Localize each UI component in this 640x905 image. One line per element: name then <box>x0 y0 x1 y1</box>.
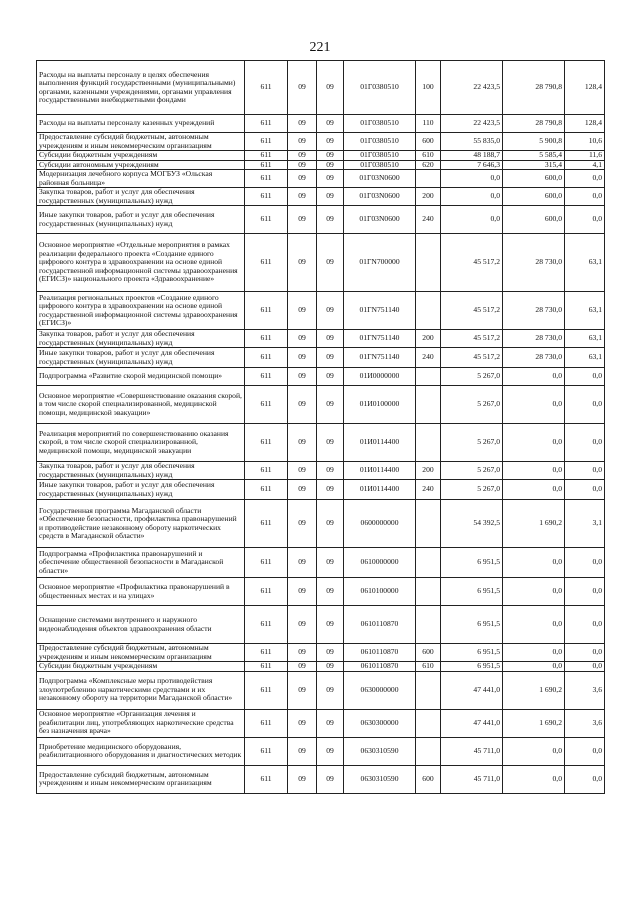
cell-grbs: 611 <box>245 606 288 644</box>
cell-plan: 22 423,5 <box>441 115 503 133</box>
cell-target-article: 01ГN751140 <box>344 348 416 368</box>
cell-plan: 5 267,0 <box>441 386 503 424</box>
cell-name: Закупка товаров, работ и услуг для обеспечения государственных (муниципальных) нужд <box>37 188 245 206</box>
cell-percent: 0,0 <box>565 368 605 386</box>
cell-section: 09 <box>288 548 317 578</box>
cell-expense-type: 110 <box>416 115 441 133</box>
cell-target-article: 01И0114400 <box>344 462 416 480</box>
cell-percent: 10,6 <box>565 133 605 151</box>
table-row <box>37 709 605 737</box>
cell-subsection: 09 <box>317 170 344 188</box>
cell-plan: 47 441,0 <box>441 709 503 737</box>
cell-expense-type: 100 <box>416 61 441 115</box>
cell-subsection: 09 <box>317 480 344 500</box>
cell-percent: 0,0 <box>565 578 605 606</box>
cell-executed: 28 730,0 <box>503 330 565 348</box>
cell-executed: 600,0 <box>503 188 565 206</box>
cell-plan: 45 517,2 <box>441 348 503 368</box>
page-number: 221 <box>309 40 331 55</box>
cell-name: Оснащение системами внутреннего и наружного видеонаблюдения объектов здравоохранения области <box>37 606 245 644</box>
table-row <box>37 606 605 644</box>
budget-table <box>36 60 605 794</box>
cell-section: 09 <box>288 160 317 170</box>
cell-grbs: 611 <box>245 462 288 480</box>
table-row <box>37 662 605 672</box>
cell-name: Основное мероприятие «Профилактика правонарушений в общественных местах и на улицах» <box>37 578 245 606</box>
cell-plan: 7 646,3 <box>441 160 503 170</box>
cell-plan: 47 441,0 <box>441 671 503 709</box>
cell-section: 09 <box>288 386 317 424</box>
cell-target-article: 01Г0380510 <box>344 133 416 151</box>
table-row <box>37 348 605 368</box>
cell-section: 09 <box>288 480 317 500</box>
cell-name: Реализация мероприятий по совершенствованию оказания скорой, в том числе скорой специализированной, медицинской помощи, медицинской эвакуации <box>37 424 245 462</box>
cell-target-article: 0630310590 <box>344 737 416 765</box>
cell-name: Подпрограмма «Комплексные меры противодействия злоупотреблению наркотическими средствами и их незаконному обороту на территории Магаданской области» <box>37 671 245 709</box>
cell-executed: 0,0 <box>503 368 565 386</box>
cell-expense-type <box>416 292 441 330</box>
cell-subsection: 09 <box>317 709 344 737</box>
cell-grbs: 611 <box>245 368 288 386</box>
cell-grbs: 611 <box>245 765 288 793</box>
cell-target-article: 01Г0380510 <box>344 115 416 133</box>
cell-plan: 22 423,5 <box>441 61 503 115</box>
cell-executed: 0,0 <box>503 765 565 793</box>
cell-section: 09 <box>288 188 317 206</box>
cell-section: 09 <box>288 368 317 386</box>
cell-plan: 5 267,0 <box>441 368 503 386</box>
cell-section: 09 <box>288 348 317 368</box>
cell-expense-type: 200 <box>416 188 441 206</box>
cell-name: Иные закупки товаров, работ и услуг для обеспечения государственных (муниципальных) нужд <box>37 480 245 500</box>
table-row <box>37 160 605 170</box>
cell-plan: 54 392,5 <box>441 500 503 548</box>
cell-percent: 0,0 <box>565 548 605 578</box>
cell-executed: 1 690,2 <box>503 500 565 548</box>
cell-target-article: 0630310590 <box>344 765 416 793</box>
cell-subsection: 09 <box>317 662 344 672</box>
table-row <box>37 61 605 115</box>
cell-subsection: 09 <box>317 462 344 480</box>
cell-section: 09 <box>288 170 317 188</box>
cell-target-article: 01Г03N0600 <box>344 206 416 234</box>
cell-executed: 1 690,2 <box>503 709 565 737</box>
cell-subsection: 09 <box>317 330 344 348</box>
cell-executed: 0,0 <box>503 606 565 644</box>
cell-expense-type <box>416 500 441 548</box>
cell-target-article: 01И0000000 <box>344 368 416 386</box>
cell-name: Расходы на выплаты персоналу казенных учреждений <box>37 115 245 133</box>
cell-plan: 5 267,0 <box>441 480 503 500</box>
table-row <box>37 206 605 234</box>
cell-percent: 0,0 <box>565 737 605 765</box>
cell-expense-type <box>416 424 441 462</box>
cell-name: Основное мероприятие «Отдельные мероприятия в рамках реализации федерального проекта «Создание единого цифрового контура в здравоохранении на основе единой государственной информационной системы здравоохранения (ЕГИСЗ)» национального проекта «Здравоохранение» <box>37 234 245 292</box>
cell-target-article: 01Г03N0600 <box>344 188 416 206</box>
cell-expense-type: 200 <box>416 330 441 348</box>
cell-expense-type <box>416 548 441 578</box>
cell-target-article: 0630300000 <box>344 709 416 737</box>
cell-plan: 45 517,2 <box>441 292 503 330</box>
cell-grbs: 611 <box>245 671 288 709</box>
cell-subsection: 09 <box>317 606 344 644</box>
table-row <box>37 170 605 188</box>
cell-section: 09 <box>288 709 317 737</box>
cell-grbs: 611 <box>245 234 288 292</box>
cell-executed: 28 790,8 <box>503 115 565 133</box>
cell-target-article: 01Г0380510 <box>344 160 416 170</box>
cell-executed: 0,0 <box>503 737 565 765</box>
cell-grbs: 611 <box>245 133 288 151</box>
cell-plan: 6 951,5 <box>441 548 503 578</box>
cell-section: 09 <box>288 578 317 606</box>
cell-section: 09 <box>288 330 317 348</box>
cell-plan: 45 517,2 <box>441 330 503 348</box>
cell-percent: 128,4 <box>565 61 605 115</box>
cell-expense-type <box>416 386 441 424</box>
cell-section: 09 <box>288 671 317 709</box>
cell-plan: 6 951,5 <box>441 662 503 672</box>
cell-percent: 0,0 <box>565 170 605 188</box>
cell-section: 09 <box>288 292 317 330</box>
cell-expense-type <box>416 709 441 737</box>
cell-plan: 0,0 <box>441 188 503 206</box>
cell-executed: 5 585,4 <box>503 151 565 161</box>
cell-grbs: 611 <box>245 115 288 133</box>
cell-section: 09 <box>288 500 317 548</box>
cell-percent: 0,0 <box>565 606 605 644</box>
cell-name: Субсидии бюджетным учреждениям <box>37 662 245 672</box>
cell-subsection: 09 <box>317 133 344 151</box>
cell-name: Расходы на выплаты персоналу в целях обеспечения выполнения функций государственными (муниципальными) органами, казенными учреждениями, органами управления государственными внебюджетными фондами <box>37 61 245 115</box>
cell-subsection: 09 <box>317 368 344 386</box>
cell-subsection: 09 <box>317 234 344 292</box>
table-row <box>37 115 605 133</box>
cell-plan: 0,0 <box>441 206 503 234</box>
cell-expense-type <box>416 737 441 765</box>
cell-expense-type <box>416 606 441 644</box>
cell-expense-type <box>416 578 441 606</box>
cell-executed: 1 690,2 <box>503 671 565 709</box>
cell-grbs: 611 <box>245 386 288 424</box>
cell-name: Закупка товаров, работ и услуг для обеспечения государственных (муниципальных) нужд <box>37 330 245 348</box>
cell-subsection: 09 <box>317 548 344 578</box>
cell-target-article: 01И0100000 <box>344 386 416 424</box>
table-row <box>37 765 605 793</box>
cell-section: 09 <box>288 61 317 115</box>
cell-name: Субсидии автономным учреждениям <box>37 160 245 170</box>
cell-plan: 6 951,5 <box>441 578 503 606</box>
cell-grbs: 611 <box>245 480 288 500</box>
cell-executed: 0,0 <box>503 578 565 606</box>
cell-grbs: 611 <box>245 160 288 170</box>
cell-subsection: 09 <box>317 115 344 133</box>
cell-executed: 0,0 <box>503 424 565 462</box>
cell-subsection: 09 <box>317 348 344 368</box>
cell-percent: 63,1 <box>565 234 605 292</box>
cell-executed: 0,0 <box>503 662 565 672</box>
cell-plan: 6 951,5 <box>441 644 503 662</box>
cell-plan: 48 188,7 <box>441 151 503 161</box>
cell-percent: 63,1 <box>565 330 605 348</box>
cell-name: Основное мероприятие «Совершенствование оказания скорой, в том числе скорой специализированной, медицинской помощи, медицинской эвакуации» <box>37 386 245 424</box>
cell-plan: 45 711,0 <box>441 765 503 793</box>
cell-expense-type: 600 <box>416 133 441 151</box>
table-row <box>37 500 605 548</box>
cell-executed: 5 900,8 <box>503 133 565 151</box>
cell-subsection: 09 <box>317 61 344 115</box>
cell-grbs: 611 <box>245 348 288 368</box>
cell-expense-type <box>416 368 441 386</box>
cell-subsection: 09 <box>317 500 344 548</box>
table-row <box>37 133 605 151</box>
cell-target-article: 01ГN751140 <box>344 292 416 330</box>
cell-percent: 4,1 <box>565 160 605 170</box>
cell-percent: 0,0 <box>565 424 605 462</box>
cell-grbs: 611 <box>245 737 288 765</box>
cell-percent: 11,6 <box>565 151 605 161</box>
cell-subsection: 09 <box>317 386 344 424</box>
cell-grbs: 611 <box>245 292 288 330</box>
cell-grbs: 611 <box>245 188 288 206</box>
cell-expense-type: 240 <box>416 348 441 368</box>
cell-percent: 0,0 <box>565 462 605 480</box>
cell-executed: 0,0 <box>503 644 565 662</box>
cell-percent: 63,1 <box>565 292 605 330</box>
cell-plan: 45 711,0 <box>441 737 503 765</box>
cell-expense-type: 240 <box>416 480 441 500</box>
table-row <box>37 151 605 161</box>
cell-subsection: 09 <box>317 765 344 793</box>
cell-plan: 6 951,5 <box>441 606 503 644</box>
cell-name: Подпрограмма «Развитие скорой медицинской помощи» <box>37 368 245 386</box>
cell-subsection: 09 <box>317 424 344 462</box>
cell-target-article: 0610000000 <box>344 548 416 578</box>
cell-grbs: 611 <box>245 644 288 662</box>
cell-percent: 0,0 <box>565 644 605 662</box>
cell-plan: 0,0 <box>441 170 503 188</box>
table-row <box>37 292 605 330</box>
cell-grbs: 611 <box>245 662 288 672</box>
cell-section: 09 <box>288 206 317 234</box>
cell-grbs: 611 <box>245 206 288 234</box>
cell-executed: 315,4 <box>503 160 565 170</box>
cell-percent: 0,0 <box>565 480 605 500</box>
cell-section: 09 <box>288 234 317 292</box>
cell-name: Государственная программа Магаданской области «Обеспечение безопасности, профилактика правонарушений и противодействие незаконному обороту наркотических средств в Магаданской области» <box>37 500 245 548</box>
cell-percent: 0,0 <box>565 386 605 424</box>
table-row <box>37 548 605 578</box>
cell-target-article: 01И0114400 <box>344 480 416 500</box>
cell-grbs: 611 <box>245 424 288 462</box>
table-row <box>37 424 605 462</box>
cell-target-article: 0610100000 <box>344 578 416 606</box>
cell-name: Основное мероприятие «Организация лечения и реабилитации лиц, употребляющих наркотические средства без назначения врача» <box>37 709 245 737</box>
cell-expense-type <box>416 234 441 292</box>
cell-section: 09 <box>288 765 317 793</box>
cell-target-article: 0610110870 <box>344 662 416 672</box>
cell-name: Предоставление субсидий бюджетным, автономным учреждениям и иным некоммерческим организациям <box>37 644 245 662</box>
cell-section: 09 <box>288 737 317 765</box>
cell-percent: 0,0 <box>565 765 605 793</box>
cell-grbs: 611 <box>245 330 288 348</box>
cell-subsection: 09 <box>317 188 344 206</box>
cell-name: Предоставление субсидий бюджетным, автономным учреждениям и иным некоммерческим организациям <box>37 133 245 151</box>
cell-subsection: 09 <box>317 578 344 606</box>
cell-target-article: 0610110870 <box>344 606 416 644</box>
table-row <box>37 234 605 292</box>
table-row <box>37 188 605 206</box>
cell-executed: 28 790,8 <box>503 61 565 115</box>
cell-target-article: 01И0114400 <box>344 424 416 462</box>
cell-percent: 3,6 <box>565 671 605 709</box>
cell-target-article: 01Г03N0600 <box>344 170 416 188</box>
cell-expense-type <box>416 671 441 709</box>
cell-section: 09 <box>288 662 317 672</box>
cell-grbs: 611 <box>245 61 288 115</box>
cell-target-article: 0600000000 <box>344 500 416 548</box>
cell-plan: 5 267,0 <box>441 424 503 462</box>
cell-executed: 0,0 <box>503 480 565 500</box>
cell-name: Предоставление субсидий бюджетным, автономным учреждениям и иным некоммерческим организациям <box>37 765 245 793</box>
cell-target-article: 01ГN751140 <box>344 330 416 348</box>
cell-name: Закупка товаров, работ и услуг для обеспечения государственных (муниципальных) нужд <box>37 462 245 480</box>
table-row <box>37 480 605 500</box>
cell-subsection: 09 <box>317 160 344 170</box>
cell-subsection: 09 <box>317 206 344 234</box>
cell-subsection: 09 <box>317 151 344 161</box>
cell-target-article: 01ГN700000 <box>344 234 416 292</box>
cell-executed: 28 730,0 <box>503 292 565 330</box>
cell-percent: 3,6 <box>565 709 605 737</box>
cell-expense-type: 610 <box>416 662 441 672</box>
table-row <box>37 578 605 606</box>
cell-executed: 28 730,0 <box>503 348 565 368</box>
cell-section: 09 <box>288 462 317 480</box>
cell-plan: 55 835,0 <box>441 133 503 151</box>
cell-subsection: 09 <box>317 671 344 709</box>
cell-executed: 0,0 <box>503 386 565 424</box>
cell-name: Реализация региональных проектов «Создание единого цифрового контура в здравоохранении на основе единой государственной информационной системы здравоохранения (ЕГИСЗ)» <box>37 292 245 330</box>
cell-percent: 0,0 <box>565 206 605 234</box>
cell-expense-type: 600 <box>416 765 441 793</box>
table-row <box>37 368 605 386</box>
cell-section: 09 <box>288 644 317 662</box>
cell-expense-type: 620 <box>416 160 441 170</box>
cell-name: Подпрограмма «Профилактика правонарушений и обеспечение общественной безопасности в Магаданской области» <box>37 548 245 578</box>
cell-target-article: 0630000000 <box>344 671 416 709</box>
cell-grbs: 611 <box>245 578 288 606</box>
cell-name: Приобретение медицинского оборудования, реабилитационного оборудования и диагностических методик <box>37 737 245 765</box>
cell-section: 09 <box>288 151 317 161</box>
cell-plan: 45 517,2 <box>441 234 503 292</box>
cell-percent: 63,1 <box>565 348 605 368</box>
cell-name: Иные закупки товаров, работ и услуг для обеспечения государственных (муниципальных) нужд <box>37 206 245 234</box>
cell-subsection: 09 <box>317 737 344 765</box>
table-row <box>37 330 605 348</box>
cell-target-article: 01Г0380510 <box>344 151 416 161</box>
cell-section: 09 <box>288 115 317 133</box>
cell-executed: 0,0 <box>503 462 565 480</box>
cell-subsection: 09 <box>317 292 344 330</box>
cell-percent: 3,1 <box>565 500 605 548</box>
cell-executed: 28 730,0 <box>503 234 565 292</box>
cell-grbs: 611 <box>245 709 288 737</box>
cell-expense-type: 200 <box>416 462 441 480</box>
cell-name: Иные закупки товаров, работ и услуг для обеспечения государственных (муниципальных) нужд <box>37 348 245 368</box>
cell-expense-type: 600 <box>416 644 441 662</box>
cell-percent: 0,0 <box>565 662 605 672</box>
table-row <box>37 386 605 424</box>
table-row <box>37 462 605 480</box>
cell-section: 09 <box>288 606 317 644</box>
cell-grbs: 611 <box>245 170 288 188</box>
cell-expense-type: 240 <box>416 206 441 234</box>
cell-expense-type <box>416 170 441 188</box>
cell-name: Субсидии бюджетным учреждениям <box>37 151 245 161</box>
cell-percent: 0,0 <box>565 188 605 206</box>
cell-grbs: 611 <box>245 548 288 578</box>
table-row <box>37 671 605 709</box>
table-row <box>37 737 605 765</box>
cell-executed: 600,0 <box>503 170 565 188</box>
cell-executed: 0,0 <box>503 548 565 578</box>
cell-target-article: 0610110870 <box>344 644 416 662</box>
cell-grbs: 611 <box>245 151 288 161</box>
cell-subsection: 09 <box>317 644 344 662</box>
cell-executed: 600,0 <box>503 206 565 234</box>
cell-expense-type: 610 <box>416 151 441 161</box>
cell-section: 09 <box>288 133 317 151</box>
cell-plan: 5 267,0 <box>441 462 503 480</box>
cell-target-article: 01Г0380510 <box>344 61 416 115</box>
table-row <box>37 644 605 662</box>
cell-section: 09 <box>288 424 317 462</box>
cell-percent: 128,4 <box>565 115 605 133</box>
cell-name: Модернизация лечебного корпуса МОГБУЗ «Ольская районная больница» <box>37 170 245 188</box>
cell-grbs: 611 <box>245 500 288 548</box>
